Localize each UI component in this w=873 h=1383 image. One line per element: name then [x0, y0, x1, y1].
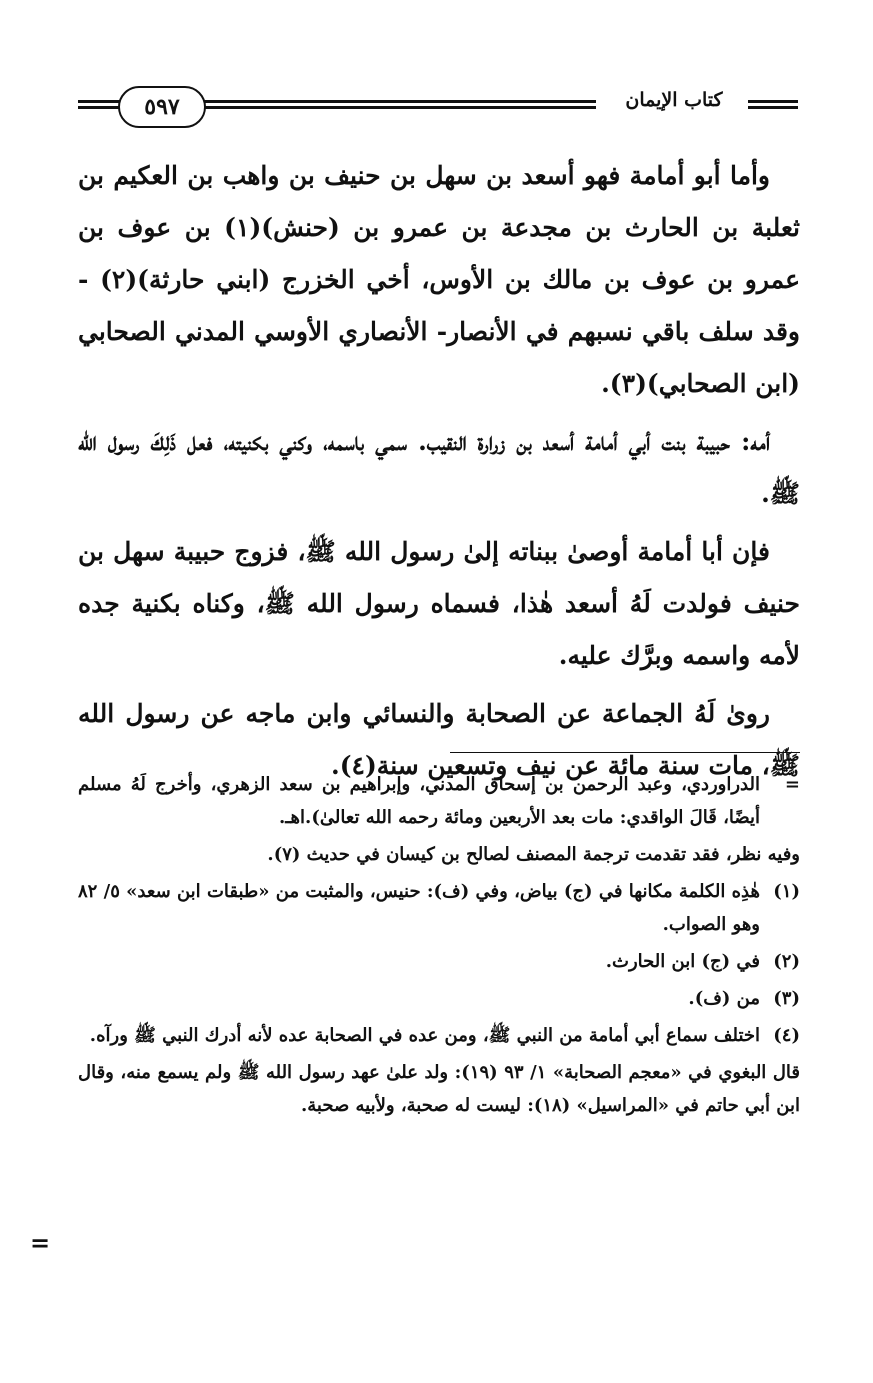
paragraph: وأما أبو أمامة فهو أسعد بن سهل بن حنيف بن واهب بن العكيم بن ثعلبة بن الحارث بن مجدعة بن عمرو بن (حنش)(١) بن عوف بن عمرو بن عوف بن مالك بن الأوس، أخي الخزرج (ابني حارثة)(٢) - وقد سلف باقي نسبهم في الأنصار- الأنصاري الأوسي المدني الصحابي (ابن الصحابي)(٣).: [78, 161, 800, 398]
running-title: كتاب الإيمان: [625, 89, 723, 111]
footnote-text: الدراوردي، وعبد الرحمن بن إسحاق المدني، وإبراهيم بن سعد الزهري، وأخرج لَهُ مسلم أيضًا، قَالَ الواقدي: مات بعد الأربعين ومائة رحمه الله تعالىٰ).اهـ.: [78, 774, 760, 828]
footnote-number: (١): [773, 881, 800, 902]
paragraph: أمه: حبيبة بنت أبي أمامة أسعد بن زرارة النقيب. سمي باسمه، وكني بكنيته، فعل ذَلِكَ رسول الله ﷺ.: [78, 427, 800, 508]
page-header: [78, 84, 798, 132]
main-text: [78, 150, 800, 798]
paragraph: فإن أبا أمامة أوصىٰ ببناته إلىٰ رسول الله ﷺ، فزوج حبيبة سهل بن حنيف فولدت لَهُ أسعد هٰذا، فسماه رسول الله ﷺ، وكناه بكنية جده لأمه واسمه وبرَّك عليه.: [78, 537, 800, 670]
header-rule: [191, 100, 596, 103]
footnote-continuation: [78, 838, 800, 871]
paragraph: روىٰ لَهُ الجماعة عن الصحابة والنسائي وابن ماجه عن رسول الله ﷺ، مات سنة مائة عن نيف وتسعين سنة(٤).: [78, 699, 800, 780]
footnotes: [78, 768, 800, 1126]
footnote-text: اختلف سماع أبي أمامة من النبي ﷺ، ومن عده في الصحابة عده لأنه أدرك النبي ﷺ ورآه.: [89, 1025, 760, 1046]
footnote-number: (٣): [773, 988, 800, 1009]
header-rule: [191, 106, 596, 109]
footnote-item: [78, 982, 800, 1015]
next-page-marker: =: [30, 1228, 51, 1257]
page-number: ٥٩٧: [118, 86, 206, 128]
footnote-item: [78, 945, 800, 978]
header-rule: [748, 100, 798, 103]
header-rule: [748, 106, 798, 109]
continuation-marker: =: [784, 774, 800, 795]
footnote-text: من (ف).: [688, 988, 760, 1009]
footnote-item: [78, 875, 800, 941]
footnote-text: قال البغوي في «معجم الصحابة» ١/ ٩٣ (١٩): ولد علىٰ عهد رسول الله ﷺ ولم يسمع منه، وقال ابن أبي حاتم في «المراسيل» (١٨): ليست له صحبة، ولأبيه صحبة.: [78, 1062, 800, 1116]
footnote-text: هٰذِه الكلمة مكانها في (ج) بياض، وفي (ف): حنيس، والمثبت من «طبقات ابن سعد» ٥/ ٨٢ وهو الصواب.: [78, 881, 760, 935]
footnote-item: [78, 1019, 800, 1052]
footnote-text: في (ج) ابن الحارث.: [605, 951, 760, 972]
footnote-continuation: [78, 768, 800, 834]
footnote-continuation: [78, 1056, 800, 1122]
footnote-number: (٢): [773, 951, 800, 972]
footnote-text: وفيه نظر، فقد تقدمت ترجمة المصنف لصالح بن كيسان في حديث (٧).: [267, 844, 800, 865]
footnote-separator: [450, 752, 800, 753]
footnote-number: (٤): [773, 1025, 800, 1046]
